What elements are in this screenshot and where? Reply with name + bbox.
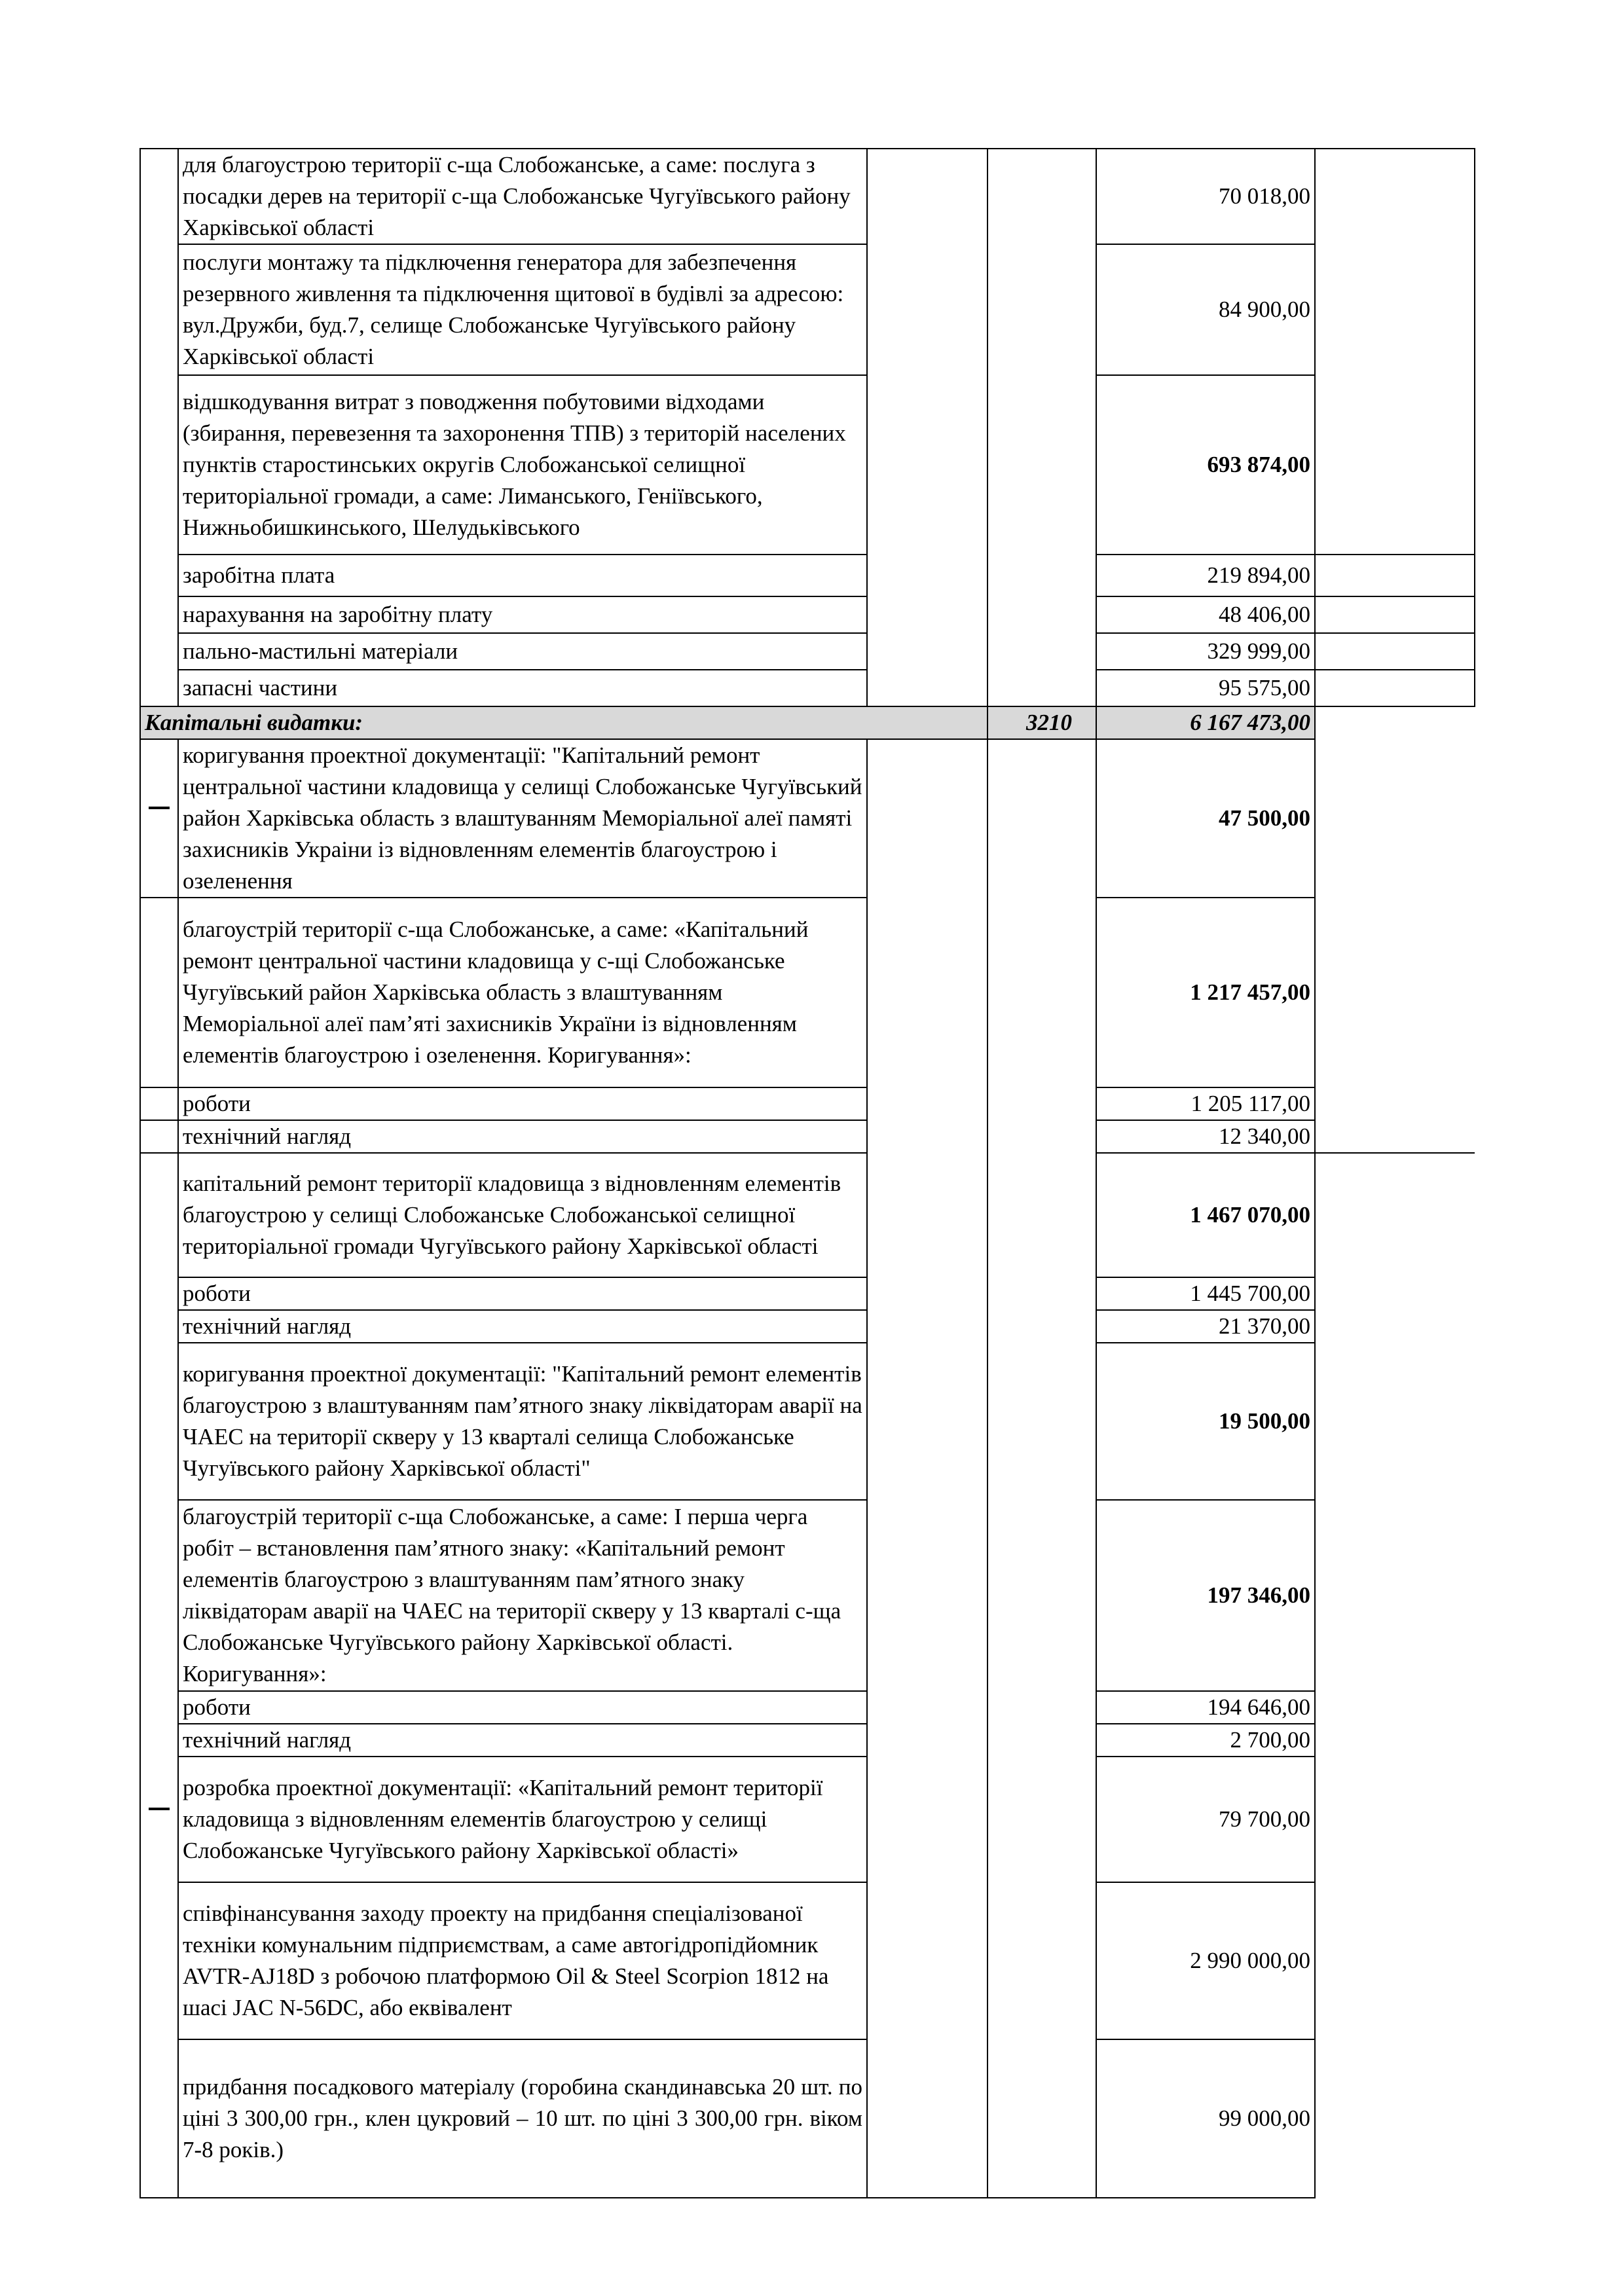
row-amount: 693 874,00 (1096, 375, 1315, 555)
row-amount: 84 900,00 (1096, 244, 1315, 375)
notes-cell (1315, 633, 1475, 670)
table-row (140, 1882, 1475, 2039)
table-row (140, 898, 1475, 1087)
row-description: послуги монтажу та підключення генератора для забезпечення резервного живлення та підключення щитової в будівлі за адресою: вул.Дружби, буд.7, селище Слобожанське Чугуївського району Харківської області (178, 244, 867, 375)
row-amount: 197 346,00 (1096, 1500, 1315, 1691)
row-amount: 219 894,00 (1096, 555, 1315, 596)
row-amount: 1 467 070,00 (1096, 1153, 1315, 1277)
row-description: запасні частини (178, 670, 867, 706)
notes-cell (1315, 596, 1475, 633)
row-description: відшкодування витрат з поводження побутовими відходами (збирання, перевезення та захоронення ТПВ) з територій населених пунктів старостинських округів Слобожанської селищної територіальної громади, а саме: Лиманського, Геніївського, Нижньобишкинського, Шелудьківського (178, 375, 867, 555)
code-cell (987, 739, 1096, 2198)
row-amount: 1 217 457,00 (1096, 898, 1315, 1087)
row-amount: 47 500,00 (1096, 739, 1315, 898)
row-amount: 48 406,00 (1096, 596, 1315, 633)
table-row (140, 1500, 1475, 1691)
marker-cell (140, 1087, 178, 1120)
row-description: благоустрій території с-ща Слобожанське, а саме: «Капітальний ремонт центральної частини кладовища у с-щі Слобожанське Чугуївський район Харківська область з влаштуванням Меморіальної алеї пам’яті захисників України із відновленням елементів благоустрою і озеленення. Коригування»: (178, 898, 867, 1087)
row-description: заробітна плата (178, 555, 867, 596)
marker-cell (140, 149, 178, 706)
row-amount: 70 018,00 (1096, 149, 1315, 244)
row-description: для благоустрою території с-ща Слобожанське, а саме: послуга з посадки дерев на території с-ща Слобожанське Чугуївського району Харківської області (178, 149, 867, 244)
row-description: технічний нагляд (178, 1120, 867, 1153)
notes-cell (1315, 670, 1475, 706)
table-row (140, 1153, 1475, 1277)
notes-cell (1315, 739, 1475, 1153)
marker-cell (140, 1757, 178, 1882)
dash-marker-icon (149, 1808, 170, 1810)
marker-cell (140, 2039, 178, 2198)
section-header-row (140, 706, 1475, 739)
row-amount: 194 646,00 (1096, 1691, 1315, 1724)
dash-marker-icon (149, 807, 170, 809)
marker-cell (140, 898, 178, 1087)
row-amount: 329 999,00 (1096, 633, 1315, 670)
notes-cell (1315, 1153, 1475, 2198)
row-description: капітальний ремонт території кладовища з відновленням елементів благоустрою у селищі Слобожанське Слобожанської селищної територіальної громади Чугуївського району Харківської області (178, 1153, 867, 1277)
table-row (140, 1724, 1475, 1757)
row-description: співфінансування заходу проекту на придбання спеціалізованої техніки комунальним підприємствам, а саме автогідропідйомник AVTR-AJ18D з робочою платформою Oil & Steel Scorpion 1812 на шасі JAC N-56DC, або еквівалент (178, 1882, 867, 2039)
row-amount: 99 000,00 (1096, 2039, 1315, 2198)
notes-cell (1315, 149, 1475, 555)
row-description: роботи (178, 1087, 867, 1120)
table-row (140, 2039, 1475, 2198)
notes-cell (1315, 555, 1475, 596)
table-row (140, 1120, 1475, 1153)
row-description: коригування проектної документації: "Капітальний ремонт центральної частини кладовища у селищі Слобожанське Чугуївський район Харківська область з влаштуванням Меморіальної алеї памяті захисників Украіни із відновленням елементів благоустрою і озеленення (178, 739, 867, 898)
row-amount: 19 500,00 (1096, 1343, 1315, 1500)
row-amount: 2 990 000,00 (1096, 1882, 1315, 2039)
table-row (140, 1310, 1475, 1343)
row-amount: 79 700,00 (1096, 1757, 1315, 1882)
table-row (140, 1087, 1475, 1120)
table-row (140, 1343, 1475, 1500)
marker-cell (140, 1153, 178, 1757)
code-cell (987, 149, 1096, 706)
budget-sheet (139, 148, 1474, 2198)
section-code: 3210 (987, 706, 1096, 739)
row-amount: 21 370,00 (1096, 1310, 1315, 1343)
row-amount: 12 340,00 (1096, 1120, 1315, 1153)
section-title: Капітальні видатки: (140, 706, 987, 739)
row-description: пально-мастильні матеріали (178, 633, 867, 670)
marker-cell (140, 739, 178, 898)
row-description: придбання посадкового матеріалу (горобина скандинавська 20 шт. по ціні 3 300,00 грн., клен цукровий – 10 шт. по ціні 3 300,00 грн. віком 7-8 років.) (178, 2039, 867, 2198)
empty-cell (867, 149, 987, 706)
marker-cell (140, 1120, 178, 1153)
row-description: роботи (178, 1277, 867, 1310)
row-description: розробка проектної документації: «Капітальний ремонт території кладовища з відновленням елементів благоустрою у селищі Слобожанське Чугуївського району Харківської області» (178, 1757, 867, 1882)
blank-cell (1315, 706, 1475, 739)
empty-cell (867, 739, 987, 2198)
table-row (140, 1277, 1475, 1310)
row-description: технічний нагляд (178, 1724, 867, 1757)
row-amount: 1 205 117,00 (1096, 1087, 1315, 1120)
table-row (140, 1691, 1475, 1724)
table-row (140, 375, 1475, 555)
table-row (140, 739, 1475, 898)
table-row (140, 596, 1475, 633)
row-description: благоустрій території с-ща Слобожанське, а саме: І перша черга робіт – встановлення пам’ятного знаку: «Капітальний ремонт елементів благоустрою з влаштуванням пам’ятного знаку ліквідаторам аварії на ЧАЕС на території скверу у 13 кварталі с-ща Слобожанське Чугуївського району Харківської області. Коригування»: (178, 1500, 867, 1691)
budget-table (139, 148, 1475, 2198)
table-row (140, 244, 1475, 375)
row-amount: 2 700,00 (1096, 1724, 1315, 1757)
section-total: 6 167 473,00 (1096, 706, 1315, 739)
row-amount: 95 575,00 (1096, 670, 1315, 706)
table-row (140, 1757, 1475, 1882)
row-description: нарахування на заробітну плату (178, 596, 867, 633)
row-description: коригування проектної документації: "Капітальний ремонт елементів благоустрою з влаштуванням пам’ятного знаку ліквідаторам аварії на ЧАЕС на території скверу у 13 кварталі селища Слобожанське Чугуївського району Харківської області" (178, 1343, 867, 1500)
marker-cell (140, 1882, 178, 2039)
row-description: роботи (178, 1691, 867, 1724)
table-row (140, 555, 1475, 596)
table-row (140, 670, 1475, 706)
row-description: технічний нагляд (178, 1310, 867, 1343)
table-row (140, 633, 1475, 670)
row-amount: 1 445 700,00 (1096, 1277, 1315, 1310)
table-row (140, 149, 1475, 244)
